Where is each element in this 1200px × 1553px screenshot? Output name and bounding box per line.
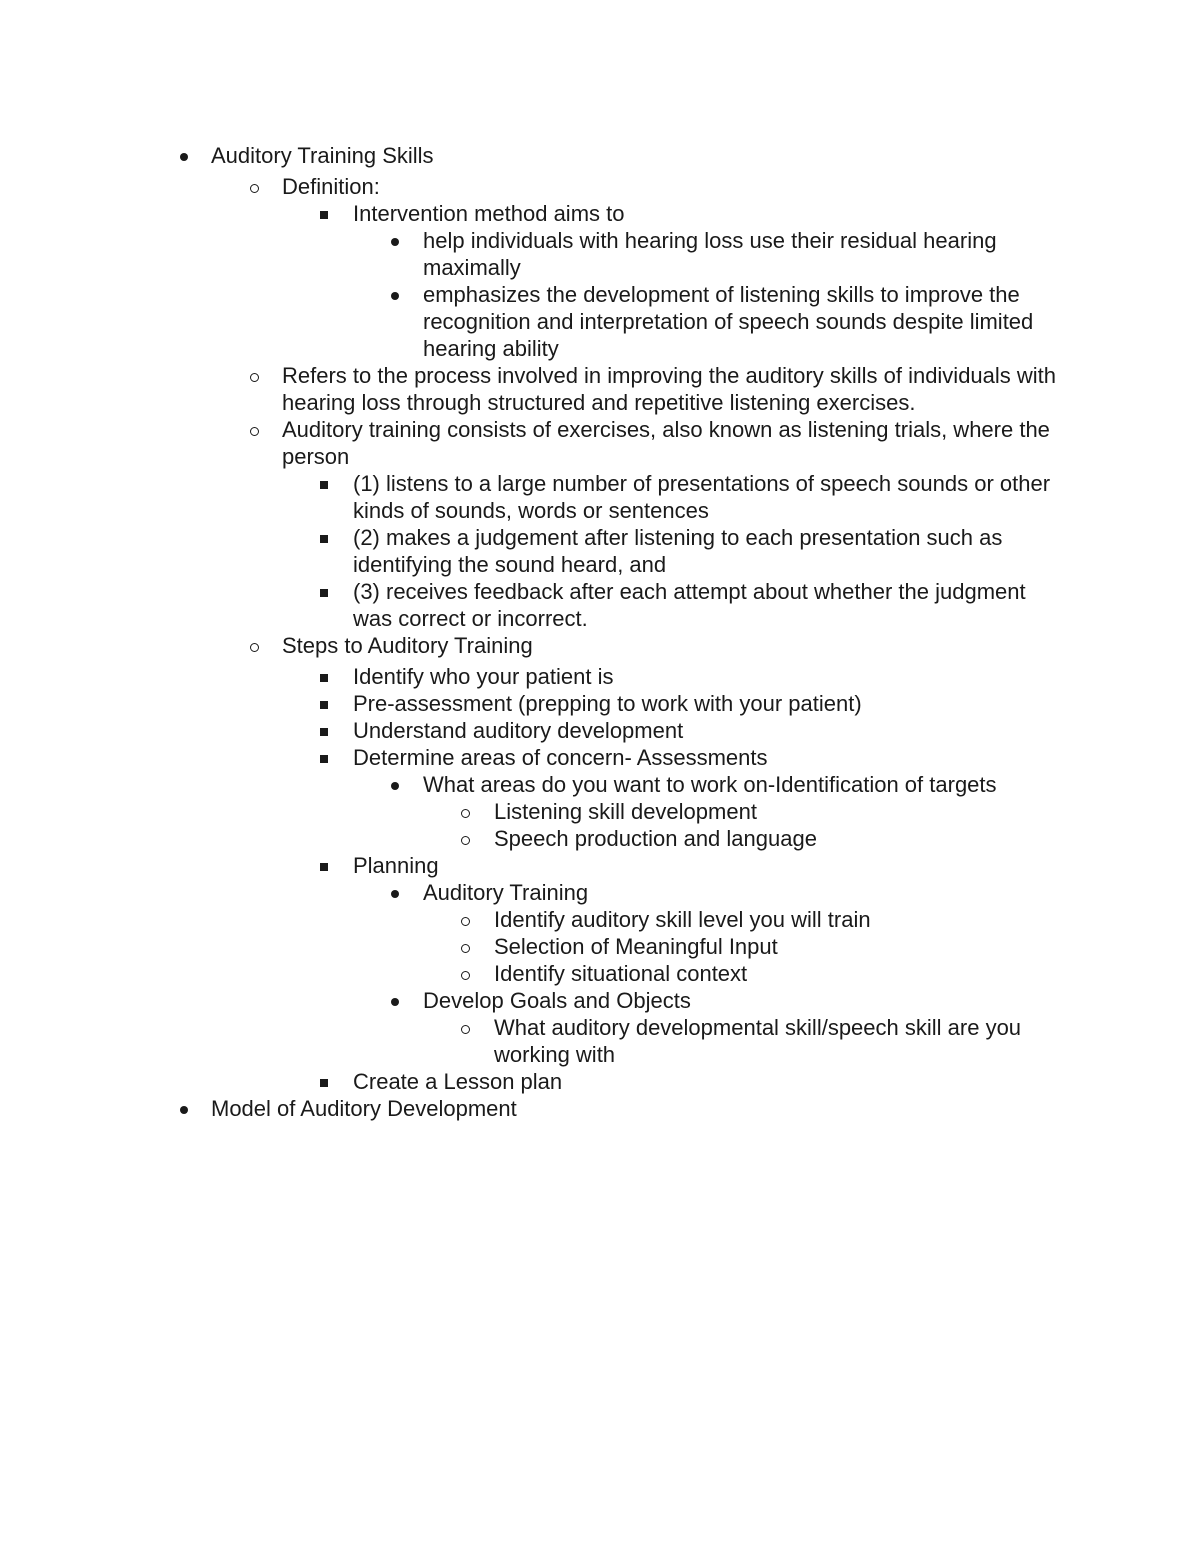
- list-item-text: Intervention method aims to: [353, 201, 625, 226]
- list-item-text: Develop Goals and Objects: [423, 988, 691, 1013]
- list-item: [0, 1068, 1200, 1095]
- list-item-text: (2) makes a judgement after listening to each presentation such as identifying the sound heard, and: [353, 525, 1003, 577]
- list-item: [0, 142, 1200, 169]
- list-item: [0, 200, 1200, 227]
- list-item-text: Model of Auditory Development: [211, 1096, 517, 1121]
- list-item-text: Determine areas of concern- Assessments: [353, 745, 768, 770]
- list-item-text: Auditory training consists of exercises, also known as listening trials, where the person: [282, 417, 1050, 469]
- list-item-text: Refers to the process involved in improving the auditory skills of individuals with hearing loss through structured and repetitive listening exercises.: [282, 363, 1057, 415]
- list-item: [0, 771, 1200, 798]
- list-item: [0, 227, 1200, 281]
- list-item: [0, 632, 1200, 659]
- list-item-text: (1) listens to a large number of presentations of speech sounds or other kinds of sounds, words or sentences: [353, 471, 1051, 523]
- list-item: [0, 906, 1200, 933]
- list-item: [0, 690, 1200, 717]
- list-item: [0, 717, 1200, 744]
- list-item-text: Auditory Training Skills: [211, 143, 434, 168]
- list-item-text: Speech production and language: [494, 826, 817, 851]
- list-item-text: emphasizes the development of listening skills to improve the recognition and interpretation of speech sounds despite limited hearing ability: [423, 282, 1034, 361]
- list-item-text: Auditory Training: [423, 880, 589, 905]
- list-item: [0, 933, 1200, 960]
- list-item-text: Identify who your patient is: [353, 664, 614, 689]
- list-item-text: What auditory developmental skill/speech skill are you working with: [494, 1015, 1022, 1067]
- list-item: [0, 852, 1200, 879]
- list-item: [0, 825, 1200, 852]
- list-item-text: Definition:: [282, 174, 380, 199]
- list-item: [0, 416, 1200, 470]
- list-item: [0, 744, 1200, 771]
- list-item-text: Selection of Meaningful Input: [494, 934, 778, 959]
- list-item-text: Steps to Auditory Training: [282, 633, 533, 658]
- list-item-text: Planning: [353, 853, 439, 878]
- list-item: [0, 470, 1200, 524]
- list-item-text: (3) receives feedback after each attempt about whether the judgment was correct or incorrect.: [353, 579, 1026, 631]
- list-item: [0, 362, 1200, 416]
- list-item-text: Identify situational context: [494, 961, 748, 986]
- list-item: [0, 663, 1200, 690]
- list-item: [0, 524, 1200, 578]
- list-item: [0, 1095, 1200, 1122]
- list-item-text: Pre-assessment (prepping to work with your patient): [353, 691, 862, 716]
- list-item: [0, 879, 1200, 906]
- outline-list: [0, 142, 1200, 1122]
- list-item-text: What areas do you want to work on-Identification of targets: [423, 772, 997, 797]
- list-item-text: Understand auditory development: [353, 718, 684, 743]
- list-item-text: Create a Lesson plan: [353, 1069, 563, 1094]
- list-item: [0, 987, 1200, 1014]
- list-item: [0, 960, 1200, 987]
- list-item-text: Identify auditory skill level you will train: [494, 907, 871, 932]
- list-item: [0, 281, 1200, 362]
- list-item-text: Listening skill development: [494, 799, 757, 824]
- list-item: [0, 578, 1200, 632]
- list-item: [0, 798, 1200, 825]
- list-item: [0, 173, 1200, 200]
- list-item-text: help individuals with hearing loss use their residual hearing maximally: [423, 228, 997, 280]
- list-item: [0, 1014, 1200, 1068]
